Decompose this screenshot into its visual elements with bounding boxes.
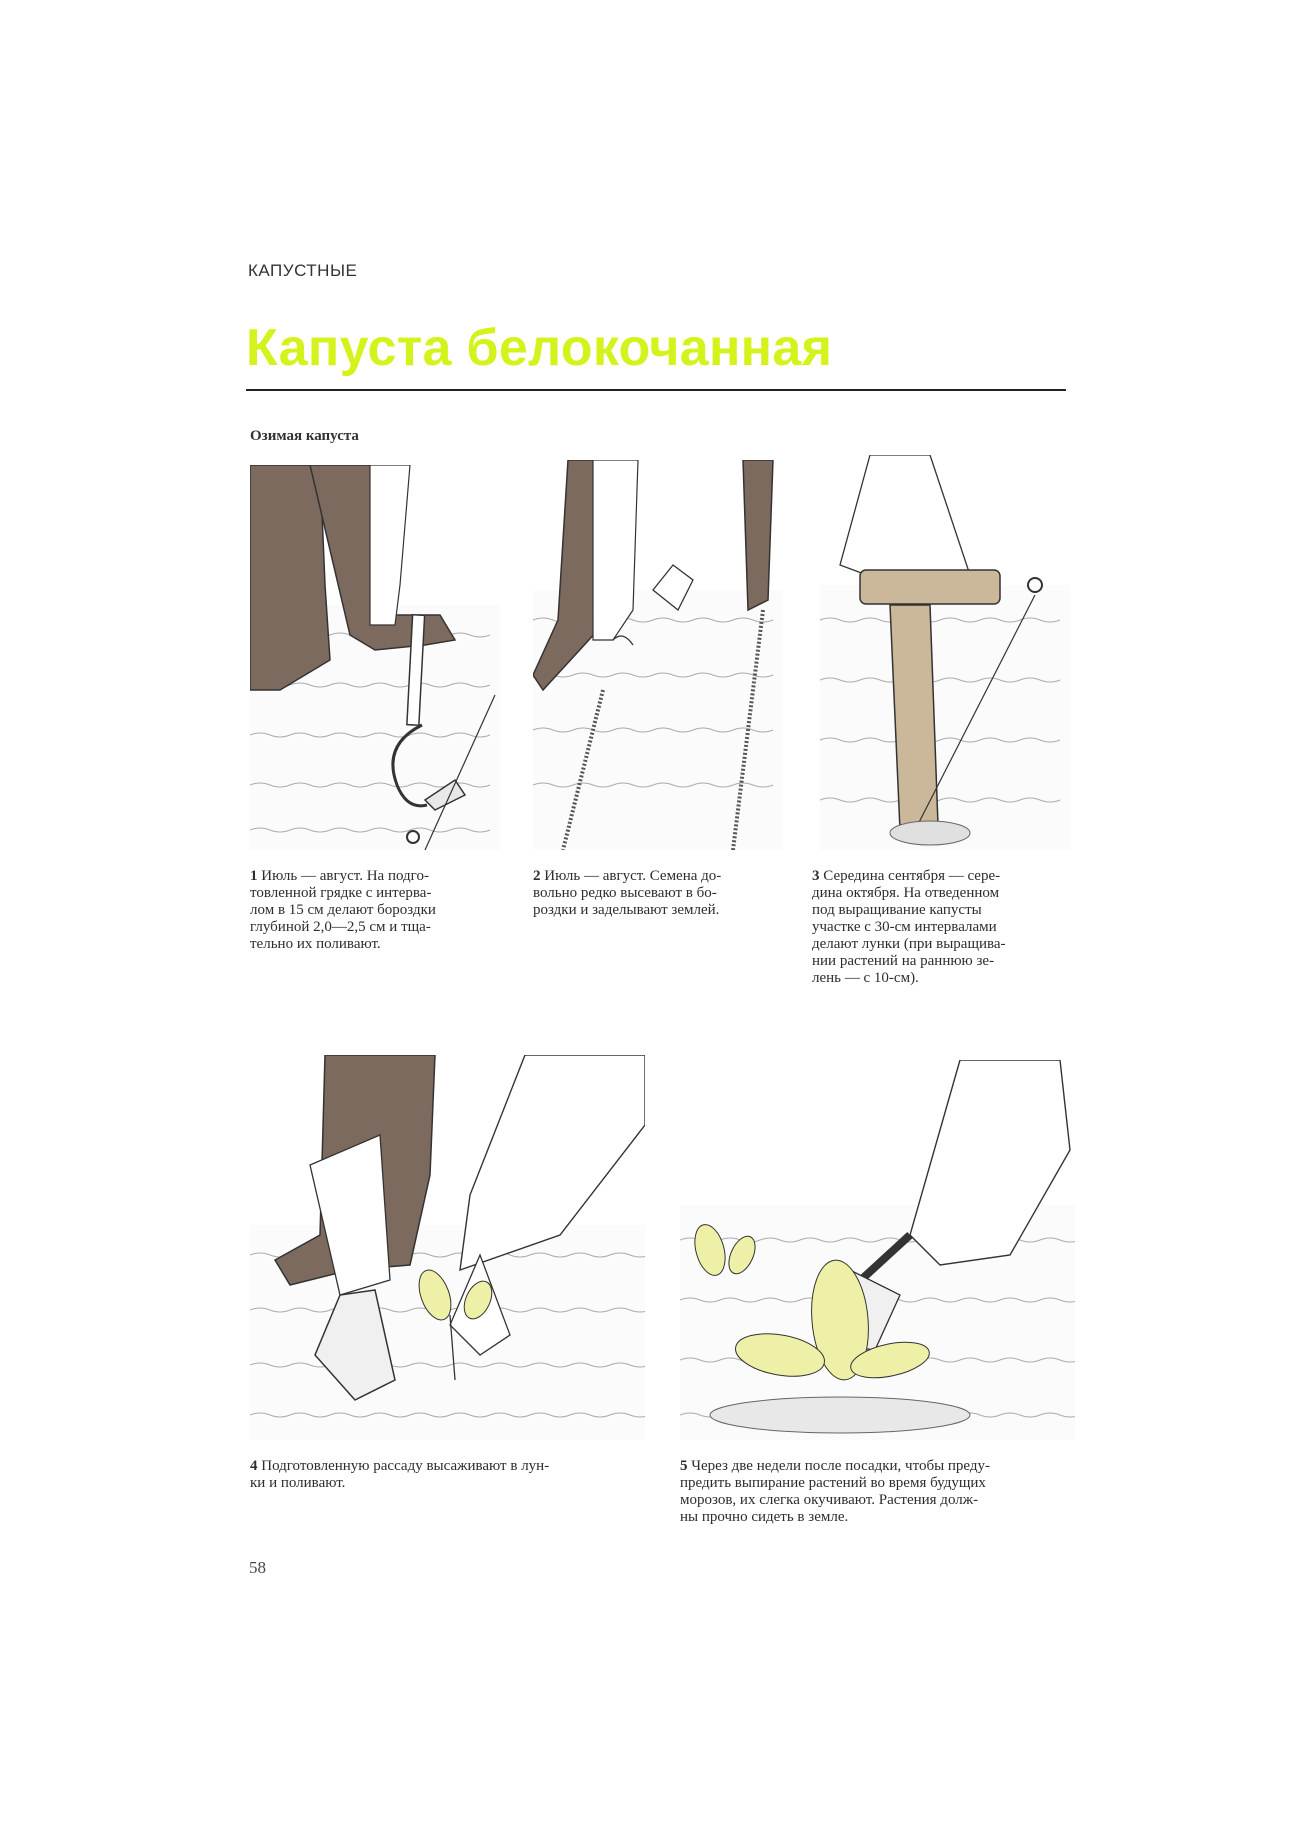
illustration-step-1 bbox=[250, 465, 500, 850]
caption-step-1: 1 Июль — август. На подго- товленной грядке с интерва- лом в 15 см делают бороздки глубиной 2,0—2,5 см и тща- тельно их поливают. bbox=[250, 868, 436, 952]
caption-step-4: 4 Подготовленную рассаду высаживают в лун- ки и поливают. bbox=[250, 1458, 550, 1491]
caption-step-3: 3 Середина сентября — сере- дина октября. На отведенном под выращивание капусты участке с 30-см интервалами делают лунки (при выращива- нии растений на раннюю зе- лень — с 10-см). bbox=[812, 868, 1006, 986]
illustration-step-3 bbox=[820, 455, 1070, 850]
page-number: 58 bbox=[249, 1558, 266, 1577]
section-label: КАПУСТНЫЕ bbox=[248, 261, 358, 280]
caption-step-2: 2 Июль — август. Семена до- вольно редко высевают в бо- роздки и заделывают землей. bbox=[533, 868, 722, 918]
subheading: Озимая капуста bbox=[250, 428, 359, 444]
caption-step-5: 5 Через две недели после посадки, чтобы преду- предить выпирание растений во время будущих морозов, их слегка окучивают. Растения долж- ны прочно сидеть в земле. bbox=[680, 1458, 991, 1525]
illustration-step-4 bbox=[250, 1055, 645, 1440]
title-rule bbox=[246, 389, 1066, 391]
illustration-step-5 bbox=[680, 1060, 1075, 1440]
illustration-step-2 bbox=[533, 460, 783, 850]
page-title: Капуста белокочанная bbox=[246, 319, 833, 377]
